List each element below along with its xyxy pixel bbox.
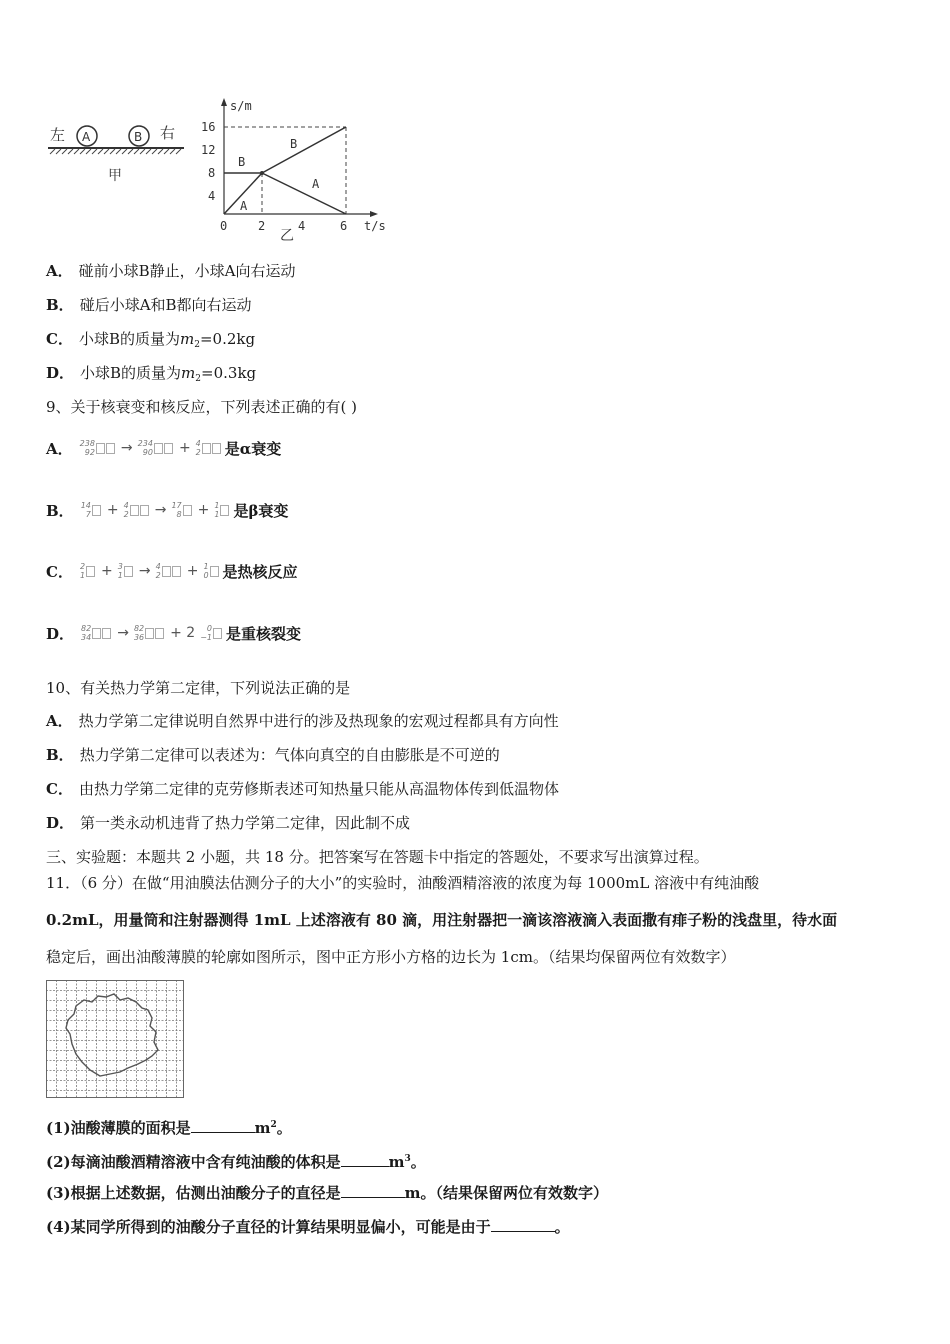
- mass-number: 82: [81, 624, 92, 633]
- q11-line2: 0.2mL，用量筒和注射器测得 1mL 上述溶液有 80 滴，用注射器把一滴该溶液滴入表面撒有痱子粉的浅盘里，待水面: [46, 911, 838, 929]
- atomic-number: 1: [214, 510, 220, 519]
- left-label: 左: [50, 126, 66, 144]
- mass-number: 4: [195, 439, 201, 448]
- missing-glyph-box: [164, 443, 173, 454]
- mass-var: m: [179, 330, 195, 348]
- nuclide-numbers: [118, 562, 123, 580]
- atomic-number: 7: [85, 510, 91, 519]
- q10-option-d: [46, 813, 410, 833]
- atomic-number: 1: [117, 571, 123, 580]
- operator: →: [117, 625, 129, 641]
- y-tick-16: 16: [201, 120, 216, 134]
- nuclide: [200, 624, 223, 642]
- q10-option-b: [46, 745, 500, 765]
- sub1-prompt: (1)油酸薄膜的面积是: [46, 1119, 191, 1137]
- missing-glyph-box: [102, 628, 111, 639]
- missing-glyph-box: [154, 443, 163, 454]
- q9-option-d: [46, 619, 301, 647]
- nuclear-equation: [80, 624, 224, 642]
- nuclide: [80, 439, 116, 457]
- ball-b-label: B: [134, 130, 143, 144]
- ground-hatch: [50, 149, 181, 154]
- figure-yi-graph: [196, 96, 392, 244]
- option-text-post: =0.3kg: [201, 364, 257, 382]
- operator: →: [120, 440, 133, 456]
- figure-jia-caption: 甲: [108, 168, 122, 184]
- nuclide-numbers: [200, 624, 212, 642]
- q11-sub3: [46, 1183, 608, 1203]
- label-b-before: B: [238, 155, 246, 169]
- y-tick-4: 4: [208, 189, 216, 203]
- nuclide: [203, 562, 219, 580]
- nuclide: [124, 501, 150, 519]
- atomic-number: 0: [203, 571, 209, 580]
- q8-option-b: [46, 295, 252, 315]
- mass-number: 82: [133, 624, 145, 633]
- nuclide: [138, 439, 174, 457]
- nuclide-numbers: [80, 439, 95, 457]
- missing-glyph-box: [162, 566, 171, 577]
- x-axis-arrow: [370, 211, 378, 217]
- operator: →: [138, 563, 151, 579]
- line-b-after: [262, 127, 346, 173]
- option-letter: B．: [46, 746, 74, 764]
- nuclide: [171, 501, 192, 519]
- q9-stem: 9、关于核衰变和核反应，下列表述正确的有( ): [46, 398, 358, 416]
- option-text: 由热力学第二定律的克劳修斯表述可知热量只能从高温物体传到低温物体: [78, 780, 559, 798]
- nuclide-numbers: [134, 624, 144, 642]
- option-letter: B．: [46, 296, 74, 314]
- nuclide-numbers: [81, 624, 91, 642]
- option-letter: C．: [46, 562, 73, 581]
- nuclide: [81, 501, 102, 519]
- atomic-number: −1: [200, 633, 213, 642]
- x-axis-label: t/s: [364, 219, 386, 233]
- oil-film-outline: [66, 994, 158, 1076]
- option-letter: C．: [46, 780, 73, 798]
- y-tick-12: 12: [201, 143, 216, 157]
- q8-option-c: [46, 329, 255, 355]
- q10-option-c: [46, 779, 559, 799]
- missing-glyph-box: [140, 505, 149, 516]
- option-text-post: =0.2kg: [199, 330, 256, 348]
- x-tick-2: 2: [258, 219, 266, 233]
- operator: →: [154, 502, 167, 518]
- missing-glyph-box: [183, 505, 192, 516]
- option-letter: A．: [46, 439, 73, 458]
- mass-var: m: [181, 364, 196, 382]
- mass-number: 14: [80, 501, 91, 510]
- option-letter: B．: [46, 501, 74, 520]
- nuclide: [134, 624, 165, 642]
- figure-yi-caption: 乙: [280, 228, 294, 244]
- nuclide: [118, 562, 134, 580]
- missing-glyph-box: [92, 628, 101, 639]
- nuclide: [81, 624, 112, 642]
- mass-number: 17: [171, 501, 182, 510]
- atomic-number: 34: [81, 633, 92, 642]
- missing-glyph-box: [96, 443, 105, 454]
- sub4-answer-blank[interactable]: [491, 1217, 555, 1232]
- option-text: 热力学第二定律可以表述为：气体向真空的自由膨胀是不可逆的: [79, 746, 500, 764]
- option-text-pre: 小球B的质量为: [80, 364, 182, 382]
- q9-option-a: [46, 434, 281, 462]
- option-letter: D．: [46, 364, 75, 382]
- option-text: 碰后小球A和B都向右运动: [79, 296, 252, 314]
- q11-sub4: [46, 1217, 570, 1237]
- figure-jia: [44, 118, 189, 188]
- collision-point: [260, 171, 264, 175]
- sub1-exp: 2: [270, 1120, 277, 1130]
- mass-number: 4: [123, 501, 129, 510]
- missing-glyph-box: [124, 566, 133, 577]
- option-text: 碰前小球B静止，小球A向右运动: [78, 262, 296, 280]
- grid-lines: [46, 980, 184, 1098]
- nuclide-numbers: [171, 501, 181, 519]
- missing-glyph-box: [130, 505, 139, 516]
- nuclide: [214, 501, 230, 519]
- atomic-number: 92: [84, 448, 95, 457]
- missing-glyph-box: [172, 566, 181, 577]
- line-a-after: [262, 173, 346, 214]
- mass-number: 0: [206, 624, 213, 633]
- grid-border: [47, 981, 184, 1098]
- nuclear-equation: [80, 501, 232, 519]
- mass-sub: 2: [194, 340, 200, 350]
- mass-number: 1: [214, 501, 220, 510]
- missing-glyph-box: [145, 628, 154, 639]
- mass-number: 1: [203, 562, 209, 571]
- nuclide-numbers: [138, 439, 153, 457]
- missing-glyph-box: [155, 628, 164, 639]
- mass-number: 238: [79, 439, 95, 448]
- operator: +: [197, 502, 210, 518]
- x-tick-0: 0: [220, 219, 228, 233]
- mass-number: 4: [155, 562, 161, 571]
- option-description: 是重核裂变: [226, 624, 302, 643]
- missing-glyph-box: [202, 443, 211, 454]
- operator: + 2: [170, 625, 196, 641]
- q10-stem: 10、有关热力学第二定律，下列说法正确的是: [46, 679, 351, 697]
- oil-film-grid: [46, 980, 184, 1098]
- atomic-number: 2: [123, 510, 129, 519]
- operator: +: [101, 563, 113, 579]
- option-letter: D．: [46, 624, 75, 643]
- y-tick-8: 8: [208, 166, 216, 180]
- sub1-end: 。: [276, 1119, 292, 1137]
- label-a-before: A: [240, 199, 248, 213]
- right-label: 右: [160, 124, 176, 142]
- nuclear-equation: [79, 562, 221, 580]
- nuclide-numbers: [196, 439, 201, 457]
- q9-option-c: [46, 557, 298, 585]
- sub4-prompt: (4)某同学所得到的油酸分子直径的计算结果明显偏小，可能是由于: [46, 1218, 491, 1236]
- sub4-end: 。: [554, 1218, 570, 1236]
- operator: +: [178, 440, 191, 456]
- sub2-answer-blank[interactable]: [341, 1152, 389, 1167]
- nuclide-numbers: [124, 501, 129, 519]
- missing-glyph-box: [213, 628, 222, 639]
- missing-glyph-box: [210, 566, 219, 577]
- option-letter: D．: [46, 814, 75, 832]
- x-tick-4: 4: [298, 219, 306, 233]
- nuclide: [196, 439, 222, 457]
- q8-option-a: [46, 261, 296, 281]
- mass-number: 234: [137, 439, 153, 448]
- label-a-after: A: [312, 177, 320, 191]
- sub2-prompt: (2)每滴油酸酒精溶液中含有纯油酸的体积是: [46, 1153, 341, 1171]
- option-description: 是热核反应: [222, 562, 298, 581]
- mass-number: 3: [117, 562, 123, 571]
- q11-sub2: [46, 1149, 426, 1172]
- option-text: 热力学第二定律说明自然界中进行的涉及热现象的宏观过程都具有方向性: [78, 712, 559, 730]
- y-axis-label: s/m: [230, 99, 252, 113]
- atomic-number: 2: [195, 448, 201, 457]
- ball-a-label: A: [82, 130, 91, 144]
- sub3-unit: m。（结果保留两位有效数字）: [404, 1184, 609, 1202]
- option-text: 第一类永动机违背了热力学第二定律，因此制不成: [80, 814, 411, 832]
- option-description: 是α衰变: [224, 439, 282, 458]
- missing-glyph-box: [92, 505, 101, 516]
- option-text-pre: 小球B的质量为: [78, 330, 180, 348]
- nuclide-numbers: [156, 562, 161, 580]
- mass-sub: 2: [195, 374, 202, 384]
- mass-number: 2: [79, 562, 86, 571]
- nuclear-equation: [79, 439, 223, 457]
- atomic-number: 36: [133, 633, 145, 642]
- nuclide-numbers: [214, 501, 219, 519]
- missing-glyph-box: [86, 566, 95, 577]
- atomic-number: 2: [155, 571, 161, 580]
- x-tick-6: 6: [340, 219, 348, 233]
- sub3-prompt: (3)根据上述数据，估测出油酸分子的直径是: [46, 1184, 341, 1202]
- q8-option-d: [46, 363, 256, 389]
- option-description: 是β衰变: [233, 501, 289, 520]
- option-letter: A．: [46, 712, 73, 730]
- missing-glyph-box: [220, 505, 229, 516]
- q10-option-a: [46, 711, 559, 731]
- operator: +: [186, 563, 199, 579]
- sub3-answer-blank[interactable]: [341, 1183, 405, 1198]
- option-letter: A．: [46, 262, 73, 280]
- missing-glyph-box: [212, 443, 221, 454]
- q11-line1: 11．（6 分）在做“用油膜法估测分子的大小”的实验时，油酸酒精溶液的浓度为每 1000mL 溶液中有纯油酸: [46, 874, 760, 892]
- sub1-unit: m: [254, 1119, 271, 1137]
- nuclide-numbers: [81, 501, 91, 519]
- atomic-number: 8: [176, 510, 182, 519]
- missing-glyph-box: [106, 443, 115, 454]
- option-letter: C．: [46, 330, 73, 348]
- q11-sub1: [46, 1115, 292, 1138]
- section3-heading: 三、实验题：本题共 2 小题，共 18 分。把答案写在答题卡中指定的答题处，不要求写出演算过程。: [46, 848, 709, 866]
- y-axis-arrow: [221, 98, 227, 106]
- sub1-answer-blank[interactable]: [191, 1118, 255, 1133]
- nuclide-numbers: [203, 562, 208, 580]
- q11-line3: 稳定后，画出油酸薄膜的轮廓如图所示，图中正方形小方格的边长为 1cm。（结果均保留两位有效数字）: [46, 948, 736, 966]
- nuclide-numbers: [80, 562, 85, 580]
- operator: +: [106, 502, 119, 518]
- atomic-number: 1: [79, 571, 86, 580]
- atomic-number: 90: [142, 448, 153, 457]
- q9-option-b: [46, 496, 288, 524]
- sub2-unit: m: [388, 1153, 405, 1171]
- nuclide: [80, 562, 96, 580]
- sub2-end: 。: [410, 1153, 426, 1171]
- nuclide: [156, 562, 182, 580]
- label-b-after: B: [290, 137, 298, 151]
- sub2-exp: 3: [404, 1154, 411, 1164]
